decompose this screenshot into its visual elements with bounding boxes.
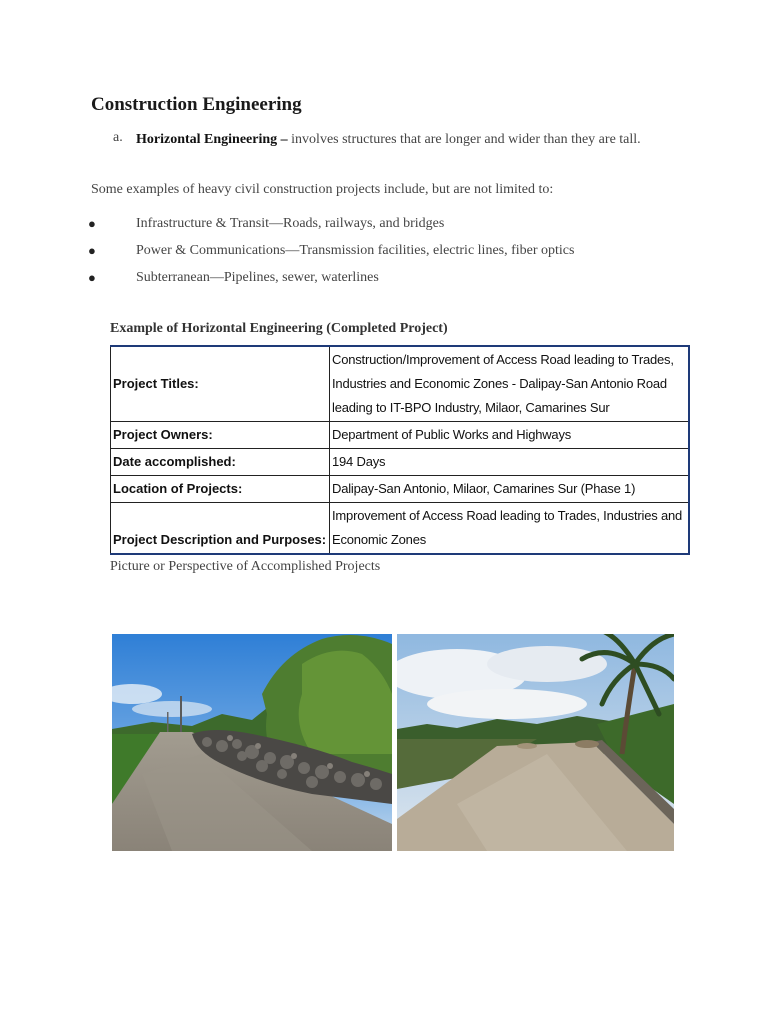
- bullet-icon: ●: [88, 270, 96, 285]
- table-row: [111, 476, 690, 503]
- table-value: Construction/Improvement of Access Road leading to Trades, Industries and Economic Zones - Dalipay-San Antonio Road leading to IT-BPO Industry, Milaor, Camarines Sur: [330, 346, 690, 422]
- bullet-text: Subterranean—Pipelines, sewer, waterlines: [136, 270, 379, 285]
- subsection-term: Horizontal Engineering –: [136, 132, 288, 147]
- table-row: [111, 346, 690, 422]
- list-marker: a.: [113, 130, 123, 145]
- table-key: Project Owners:: [111, 422, 330, 449]
- bullet-text: Power & Communications—Transmission facilities, electric lines, fiber optics: [136, 243, 575, 258]
- page-title: Construction Engineering: [91, 94, 302, 115]
- intro-paragraph: Some examples of heavy civil construction projects include, but are not limited to:: [91, 182, 554, 197]
- table-caption: Example of Horizontal Engineering (Completed Project): [110, 321, 448, 336]
- road-palm-photo: [397, 634, 674, 851]
- picture-caption: Picture or Perspective of Accomplished Projects: [110, 559, 381, 574]
- bullet-text: Infrastructure & Transit—Roads, railways, and bridges: [136, 216, 445, 231]
- table-row: [111, 449, 690, 476]
- table-value: 194 Days: [330, 449, 690, 476]
- table-value: Improvement of Access Road leading to Trades, Industries and Economic Zones: [330, 503, 690, 555]
- table-row: [111, 503, 690, 555]
- bullet-icon: ●: [88, 216, 96, 231]
- road-rocks-photo: [112, 634, 392, 851]
- bullet-icon: ●: [88, 243, 96, 258]
- subsection-description: involves structures that are longer and wider than they are tall.: [287, 132, 641, 147]
- table-value: Department of Public Works and Highways: [330, 422, 690, 449]
- subsection-definition: [136, 130, 696, 149]
- table-row: [111, 422, 690, 449]
- table-value: Dalipay-San Antonio, Milaor, Camarines Sur (Phase 1): [330, 476, 690, 503]
- table-key: Date accomplished:: [111, 449, 330, 476]
- project-table: [110, 345, 690, 555]
- table-key: Project Description and Purposes:: [111, 503, 330, 555]
- table-key: Project Titles:: [111, 346, 330, 422]
- table-key: Location of Projects:: [111, 476, 330, 503]
